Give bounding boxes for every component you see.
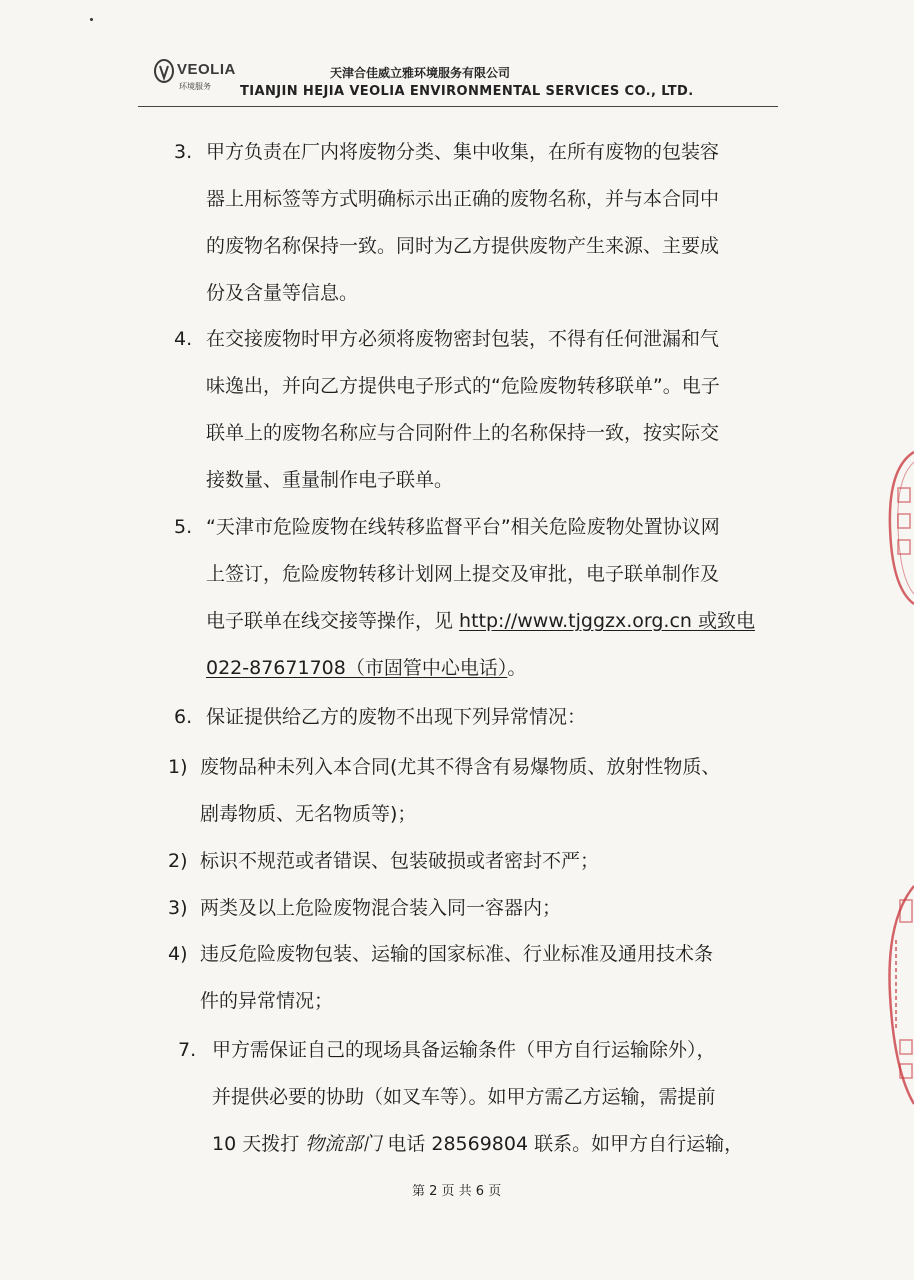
- clause-4-number: 4.: [174, 328, 193, 350]
- clause-7-line-1: 甲方需保证自己的现场具备运输条件（甲方自行运输除外），: [212, 1039, 716, 1061]
- partial-seal-bottom-icon: [884, 880, 914, 1110]
- clause-7-number: 7.: [178, 1039, 197, 1061]
- clause-3-line-1: 甲方负责在厂内将废物分类、集中收集，在所有废物的包装容: [206, 141, 720, 163]
- header-divider: [138, 106, 778, 107]
- logo-name: VEOLIA: [177, 61, 236, 78]
- sub-item-4-number: 4): [168, 943, 188, 965]
- company-name-en: TIANJIN HEJIA VEOLIA ENVIRONMENTAL SERVICES CO., LTD.: [240, 84, 694, 99]
- clause-7-line-2: 并提供必要的协助（如叉车等）。如甲方需乙方运输，需提前: [212, 1086, 716, 1108]
- clause-3-number: 3.: [174, 141, 193, 163]
- logistics-dept-text: 物流部门: [305, 1133, 382, 1155]
- sub-item-4-line-2: 件的异常情况；: [200, 990, 334, 1012]
- sub-item-4-line-1: 违反危险废物包装、运输的国家标准、行业标准及通用技术条: [200, 943, 714, 965]
- clause-6-number: 6.: [174, 706, 193, 728]
- sub-item-1-line-2: 剧毒物质、无名物质等)；: [200, 803, 417, 825]
- clause-5-line-2: 上签订，危险废物转移计划网上提交及审批，电子联单制作及: [206, 563, 720, 585]
- scan-speck: [90, 18, 93, 21]
- platform-url-link[interactable]: http://www.tjggzx.org.cn 或致电: [459, 610, 756, 632]
- clause-5-line-1: “天津市危险废物在线转移监督平台”相关危险废物处置协议网: [206, 516, 720, 538]
- clause-5-line-3: [206, 609, 755, 633]
- clause-4-line-2: 味逸出，并向乙方提供电子形式的“危险废物转移联单”。电子: [206, 375, 720, 397]
- sub-item-2-number: 2): [168, 850, 188, 872]
- clause-3-line-3: 的废物名称保持一致。同时为乙方提供废物产生来源、主要成: [206, 235, 720, 257]
- clause-3-line-2: 器上用标签等方式明确标示出正确的废物名称，并与本合同中: [206, 188, 720, 210]
- clause-5-number: 5.: [174, 516, 193, 538]
- clause-4-line-4: 接数量、重量制作电子联单。: [206, 469, 454, 491]
- sub-item-2-line-1: 标识不规范或者错误、包装破损或者密封不严；: [200, 850, 600, 872]
- sub-item-3-line-1: 两类及以上危险废物混合装入同一容器内；: [200, 897, 562, 919]
- sub-item-1-number: 1): [168, 756, 188, 778]
- clause-7-line-3-a: 10 天拨打: [212, 1133, 306, 1155]
- sub-item-3-number: 3): [168, 897, 188, 919]
- phone-number-link[interactable]: 022-87671708（市固管中心电话）: [206, 657, 508, 679]
- clause-5-line-3-text: 电子联单在线交接等操作，见: [206, 610, 460, 632]
- clause-4-line-1: 在交接废物时甲方必须将废物密封包装，不得有任何泄漏和气: [206, 328, 720, 350]
- clause-7-line-3-c: 电话 28569804 联系。如甲方自行运输，: [381, 1133, 744, 1155]
- company-name-cn: 天津合佳威立雅环境服务有限公司: [330, 66, 511, 80]
- clause-7-line-3: [212, 1132, 743, 1156]
- clause-4-line-3: 联单上的废物名称应与合同附件上的名称保持一致，按实际交: [206, 422, 720, 444]
- clause-6-text: 保证提供给乙方的废物不出现下列异常情况：: [206, 706, 587, 728]
- clause-3-line-4: 份及含量等信息。: [206, 282, 359, 304]
- veolia-logo: [153, 58, 243, 96]
- clause-5-line-4: [206, 656, 526, 680]
- veolia-logo-icon: [153, 58, 175, 84]
- sub-item-1-line-1: 废物品种未列入本合同(尤其不得含有易爆物质、放射性物质、: [200, 756, 721, 778]
- partial-seal-top-icon: [884, 448, 914, 608]
- logo-subtitle: 环境服务: [179, 82, 211, 91]
- page-footer: 第 2 页 共 6 页: [412, 1184, 502, 1199]
- clause-5-line-4-end: 。: [507, 657, 527, 679]
